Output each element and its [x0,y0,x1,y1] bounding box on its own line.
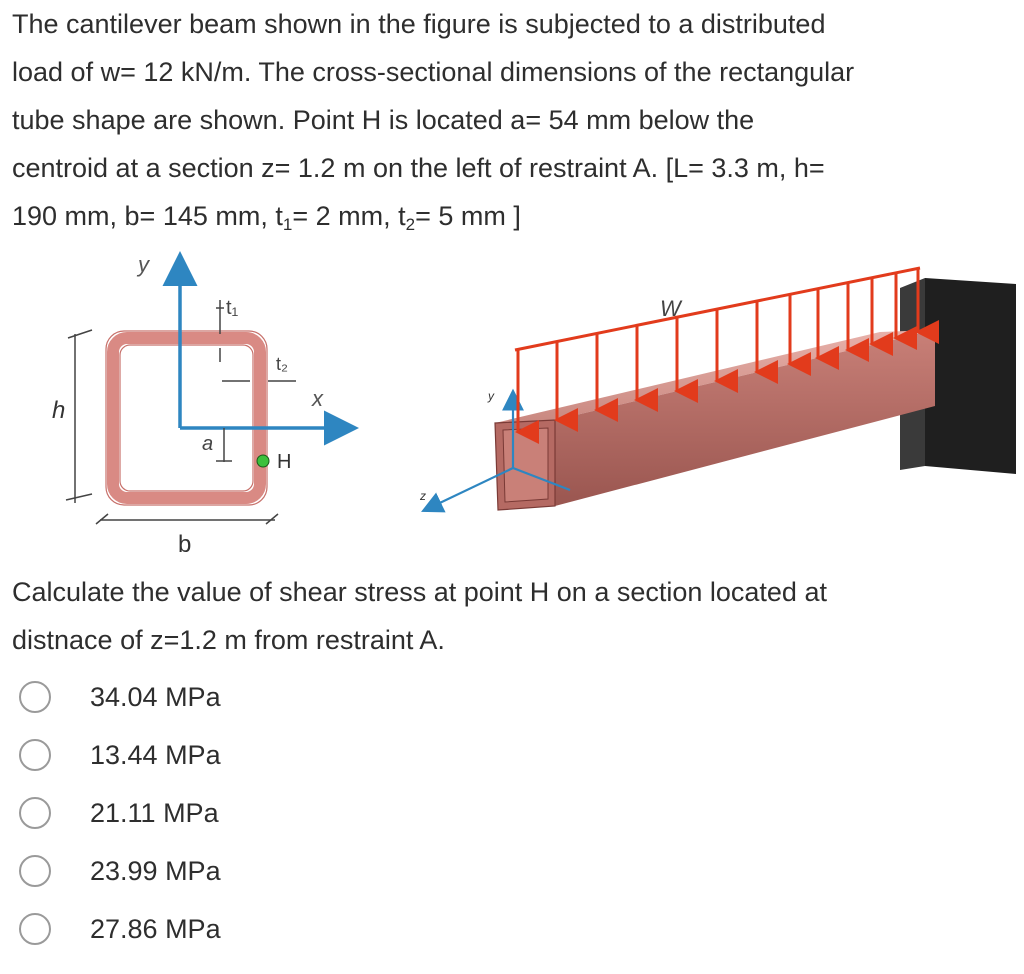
question-line: Calculate the value of shear stress at point H on a section located at [12,577,827,607]
label-y: y [138,252,149,277]
problem-line: The cantilever beam shown in the figure is subjected to a distributed [12,9,826,39]
answer-option[interactable] [0,904,1024,958]
label-b: b [178,531,192,558]
answer-label[interactable]: 13.44 MPa [90,740,221,770]
question-prompt [12,568,1012,664]
answer-label[interactable]: 23.99 MPa [90,856,221,886]
answer-option[interactable] [0,672,1024,726]
cross-section-diagram [52,252,352,558]
label-h: h [52,397,66,424]
problem-text: = 5 mm ] [415,201,521,231]
fixed-wall [925,278,1016,474]
problem-text: = 2 mm, t [292,201,406,231]
radio-button[interactable] [19,913,51,945]
answer-option[interactable] [0,730,1024,784]
subscript: 2 [405,215,416,234]
beam-side [555,330,935,506]
answer-label[interactable]: 21.11 MPa [90,798,219,828]
problem-line: load of w= 12 kN/m. The cross-sectional dimensions of the rectangular [12,57,855,87]
answer-option[interactable] [0,846,1024,900]
question-line: distnace of z=1.2 m from restraint A. [12,625,445,655]
point-h-marker [257,455,269,467]
problem-line: tube shape are shown. Point H is located a= 54 mm below the [12,105,755,135]
answer-label[interactable]: 34.04 MPa [90,682,221,712]
label-w: W [660,296,681,321]
answer-label[interactable]: 27.86 MPa [90,914,221,944]
label-t1: t₁ [226,297,239,319]
radio-button[interactable] [19,681,51,713]
beam-label-z: z [420,489,426,503]
radio-button[interactable] [19,855,51,887]
problem-figure [0,238,1024,568]
radio-button[interactable] [19,739,51,771]
label-x: x [312,386,323,411]
label-point-h: H [277,451,292,473]
tube-section [113,338,260,498]
problem-statement [12,0,1020,249]
radio-button[interactable] [19,797,51,829]
figure-svg [0,238,1024,568]
label-t2: t₂ [276,354,288,374]
beam-diagram [419,268,1016,510]
problem-line: centroid at a section z= 1.2 m on the left of restraint A. [L= 3.3 m, h= [12,153,825,183]
label-a: a [202,433,214,455]
beam-label-y: y [488,389,494,403]
answer-option[interactable] [0,788,1024,842]
subscript: 1 [282,215,293,234]
problem-text: 190 mm, b= 145 mm, t [12,201,283,231]
